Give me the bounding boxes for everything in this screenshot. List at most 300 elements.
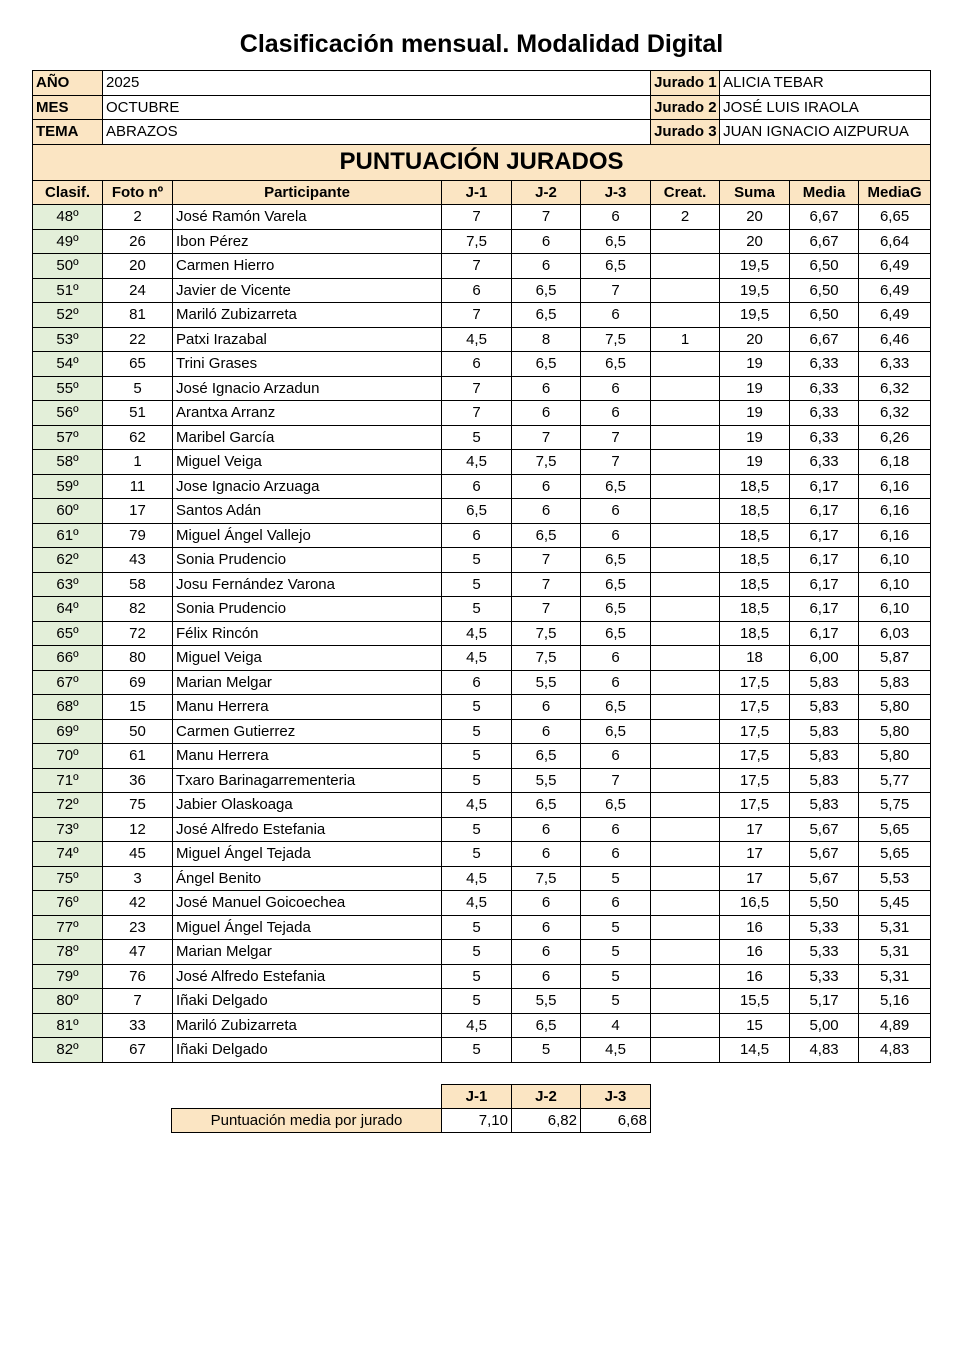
value-cell [651, 572, 720, 597]
value-cell [651, 254, 720, 279]
value-cell: 20 [720, 327, 790, 352]
value-cell: 5,80 [859, 695, 931, 720]
rank-cell: 48º [33, 205, 103, 230]
value-cell: 7 [442, 303, 512, 328]
value-cell: 20 [720, 229, 790, 254]
value-cell: 5,67 [790, 866, 859, 891]
value-cell: 4,5 [442, 1013, 512, 1038]
table-row [33, 499, 931, 524]
value-cell: 7 [442, 401, 512, 426]
value-cell: 5 [581, 915, 651, 940]
rank-cell: 77º [33, 915, 103, 940]
value-cell: 7 [581, 450, 651, 475]
column-header: J-2 [512, 180, 581, 205]
value-cell: 16 [720, 915, 790, 940]
info-row-ano [33, 71, 931, 96]
value-cell: 6,17 [790, 572, 859, 597]
value-cell [651, 940, 720, 965]
value-cell: 6,03 [859, 621, 931, 646]
value-cell: 6,64 [859, 229, 931, 254]
value-cell: 6,5 [581, 597, 651, 622]
value-cell: 5,67 [790, 817, 859, 842]
value-cell: 61 [103, 744, 173, 769]
value-cell: 18,5 [720, 523, 790, 548]
value-cell: 17,5 [720, 695, 790, 720]
table-row [33, 891, 931, 916]
value-cell: 7,5 [512, 621, 581, 646]
value-cell: 5,80 [859, 744, 931, 769]
value-cell: 6,33 [859, 352, 931, 377]
table-row [33, 695, 931, 720]
avg-value-j2: 6,82 [512, 1109, 581, 1133]
value-cell: 6,49 [859, 303, 931, 328]
value-cell: 6,17 [790, 499, 859, 524]
value-cell: 4,5 [442, 327, 512, 352]
rank-cell: 49º [33, 229, 103, 254]
value-cell: 6 [442, 278, 512, 303]
value-cell: 6,5 [581, 621, 651, 646]
table-row [33, 523, 931, 548]
value-cell: 5,5 [512, 670, 581, 695]
value-cell: 4,5 [442, 866, 512, 891]
value-cell: 6 [581, 842, 651, 867]
value-cell: 5,33 [790, 915, 859, 940]
value-cell: 5 [512, 1038, 581, 1063]
value-cell: 5,45 [859, 891, 931, 916]
value-cell: 6,16 [859, 523, 931, 548]
value-cell: 6 [442, 474, 512, 499]
value-cell [651, 376, 720, 401]
tema-value: ABRAZOS [103, 120, 651, 145]
table-row [33, 352, 931, 377]
score-table [32, 70, 931, 1063]
table-row [33, 989, 931, 1014]
table-row [33, 793, 931, 818]
rank-cell: 56º [33, 401, 103, 426]
value-cell: 5 [442, 817, 512, 842]
value-cell: 72 [103, 621, 173, 646]
value-cell: 33 [103, 1013, 173, 1038]
table-row [33, 964, 931, 989]
value-cell: 18,5 [720, 499, 790, 524]
value-cell: 5 [442, 989, 512, 1014]
value-cell: 6 [512, 842, 581, 867]
value-cell: 6,50 [790, 303, 859, 328]
value-cell: 6,65 [859, 205, 931, 230]
value-cell [651, 401, 720, 426]
value-cell: 6 [512, 229, 581, 254]
jurado1-value: ALICIA TEBAR [720, 71, 931, 96]
value-cell: 15 [720, 1013, 790, 1038]
table-row [33, 303, 931, 328]
value-cell: 36 [103, 768, 173, 793]
value-cell: 6,17 [790, 597, 859, 622]
value-cell: 76 [103, 964, 173, 989]
value-cell: 7 [512, 425, 581, 450]
rank-cell: 55º [33, 376, 103, 401]
column-header: Foto nº [103, 180, 173, 205]
value-cell: 6,50 [790, 278, 859, 303]
column-header: Creat. [651, 180, 720, 205]
value-cell: 7 [442, 254, 512, 279]
participant-cell: Miguel Ángel Tejada [173, 842, 442, 867]
mes-value: OCTUBRE [103, 95, 651, 120]
value-cell: 5,83 [790, 670, 859, 695]
value-cell: 7 [581, 768, 651, 793]
value-cell [651, 425, 720, 450]
value-cell: 7 [581, 278, 651, 303]
value-cell: 82 [103, 597, 173, 622]
value-cell: 4,5 [442, 793, 512, 818]
value-cell: 6,5 [512, 303, 581, 328]
value-cell: 6,5 [581, 793, 651, 818]
value-cell: 6,67 [790, 229, 859, 254]
value-cell: 17,5 [720, 768, 790, 793]
participant-cell: Carmen Gutierrez [173, 719, 442, 744]
value-cell: 20 [720, 205, 790, 230]
value-cell: 7,5 [512, 450, 581, 475]
table-row [33, 401, 931, 426]
value-cell: 6 [581, 817, 651, 842]
value-cell: 6 [581, 523, 651, 548]
value-cell: 6,33 [790, 425, 859, 450]
column-header: MediaG [859, 180, 931, 205]
value-cell: 5 [442, 744, 512, 769]
rank-cell: 80º [33, 989, 103, 1014]
value-cell [651, 793, 720, 818]
section-banner: PUNTUACIÓN JURADOS [33, 144, 931, 180]
participant-cell: Jose Ignacio Arzuaga [173, 474, 442, 499]
value-cell [651, 670, 720, 695]
rank-cell: 79º [33, 964, 103, 989]
avg-header-j1: J-1 [442, 1085, 512, 1109]
rank-cell: 64º [33, 597, 103, 622]
value-cell: 5,75 [859, 793, 931, 818]
value-cell: 18,5 [720, 474, 790, 499]
value-cell: 5 [581, 964, 651, 989]
value-cell: 6,10 [859, 572, 931, 597]
value-cell: 6 [512, 499, 581, 524]
participant-cell: Trini Grases [173, 352, 442, 377]
value-cell: 19,5 [720, 254, 790, 279]
value-cell: 4,5 [442, 621, 512, 646]
value-cell: 3 [103, 866, 173, 891]
value-cell: 19 [720, 450, 790, 475]
value-cell: 23 [103, 915, 173, 940]
value-cell: 6,26 [859, 425, 931, 450]
rank-cell: 70º [33, 744, 103, 769]
participant-cell: Marian Melgar [173, 940, 442, 965]
value-cell: 5,67 [790, 842, 859, 867]
value-cell: 19 [720, 425, 790, 450]
value-cell: 6,33 [790, 450, 859, 475]
value-cell: 4,89 [859, 1013, 931, 1038]
value-cell [651, 548, 720, 573]
value-cell: 75 [103, 793, 173, 818]
value-cell: 5,5 [512, 989, 581, 1014]
value-cell: 5 [581, 866, 651, 891]
value-cell: 6,5 [581, 719, 651, 744]
value-cell: 5,50 [790, 891, 859, 916]
value-cell: 6,17 [790, 621, 859, 646]
value-cell: 16 [720, 964, 790, 989]
value-cell [651, 964, 720, 989]
rank-cell: 65º [33, 621, 103, 646]
value-cell: 6 [512, 254, 581, 279]
value-cell: 4,5 [442, 891, 512, 916]
value-cell: 6,5 [581, 695, 651, 720]
value-cell [651, 1013, 720, 1038]
value-cell: 2 [103, 205, 173, 230]
rank-cell: 81º [33, 1013, 103, 1038]
value-cell: 5 [442, 597, 512, 622]
value-cell: 19,5 [720, 303, 790, 328]
value-cell: 5,83 [790, 744, 859, 769]
table-row [33, 229, 931, 254]
value-cell: 6 [581, 891, 651, 916]
rank-cell: 50º [33, 254, 103, 279]
value-cell: 6 [581, 401, 651, 426]
value-cell: 7,5 [512, 646, 581, 671]
value-cell: 5,00 [790, 1013, 859, 1038]
value-cell: 1 [103, 450, 173, 475]
value-cell: 81 [103, 303, 173, 328]
rank-cell: 60º [33, 499, 103, 524]
rank-cell: 72º [33, 793, 103, 818]
value-cell: 12 [103, 817, 173, 842]
value-cell: 17,5 [720, 719, 790, 744]
value-cell: 6,10 [859, 597, 931, 622]
value-cell: 5 [442, 915, 512, 940]
value-cell: 5,33 [790, 940, 859, 965]
table-row [33, 376, 931, 401]
table-row [33, 646, 931, 671]
table-row [33, 254, 931, 279]
value-cell: 6,5 [512, 523, 581, 548]
value-cell: 6,5 [581, 254, 651, 279]
value-cell: 79 [103, 523, 173, 548]
value-cell: 6,5 [512, 1013, 581, 1038]
rank-cell: 58º [33, 450, 103, 475]
avg-header-j3: J-3 [581, 1085, 651, 1109]
value-cell: 5 [103, 376, 173, 401]
value-cell: 51 [103, 401, 173, 426]
value-cell: 6,67 [790, 205, 859, 230]
participant-cell: Txaro Barinagarrementeria [173, 768, 442, 793]
value-cell [651, 989, 720, 1014]
value-cell [651, 523, 720, 548]
avg-spacer [172, 1085, 442, 1109]
value-cell: 6,5 [581, 548, 651, 573]
rank-cell: 51º [33, 278, 103, 303]
jurado2-value: JOSÉ LUIS IRAOLA [720, 95, 931, 120]
table-row [33, 719, 931, 744]
info-row-tema [33, 120, 931, 145]
table-row [33, 915, 931, 940]
value-cell: 6,16 [859, 474, 931, 499]
value-cell: 6,10 [859, 548, 931, 573]
rank-cell: 75º [33, 866, 103, 891]
column-header: Suma [720, 180, 790, 205]
participant-cell: José Manuel Goicoechea [173, 891, 442, 916]
value-cell: 18,5 [720, 572, 790, 597]
value-cell: 6 [442, 352, 512, 377]
participant-cell: José Alfredo Estefania [173, 964, 442, 989]
value-cell: 5,17 [790, 989, 859, 1014]
participant-cell: Javier de Vicente [173, 278, 442, 303]
value-cell: 6,49 [859, 254, 931, 279]
rank-cell: 76º [33, 891, 103, 916]
value-cell: 6,17 [790, 474, 859, 499]
value-cell [651, 450, 720, 475]
value-cell: 6,5 [581, 352, 651, 377]
table-row [33, 1013, 931, 1038]
participant-cell: José Ramón Varela [173, 205, 442, 230]
value-cell: 4,83 [790, 1038, 859, 1063]
value-cell: 6,5 [581, 474, 651, 499]
value-cell: 6,33 [790, 401, 859, 426]
value-cell [651, 1038, 720, 1063]
value-cell: 6,5 [512, 278, 581, 303]
value-cell: 4,5 [442, 646, 512, 671]
value-cell: 6,32 [859, 376, 931, 401]
value-cell [651, 646, 720, 671]
table-row [33, 744, 931, 769]
value-cell: 8 [512, 327, 581, 352]
value-cell [651, 719, 720, 744]
value-cell: 18,5 [720, 597, 790, 622]
value-cell: 5 [442, 1038, 512, 1063]
table-row [33, 940, 931, 965]
rank-cell: 71º [33, 768, 103, 793]
value-cell: 45 [103, 842, 173, 867]
value-cell [651, 499, 720, 524]
participant-cell: Mariló Zubizarreta [173, 303, 442, 328]
value-cell: 19 [720, 401, 790, 426]
rank-cell: 62º [33, 548, 103, 573]
participant-cell: Ángel Benito [173, 866, 442, 891]
participant-cell: Mariló Zubizarreta [173, 1013, 442, 1038]
value-cell: 6,00 [790, 646, 859, 671]
column-header: Clasif. [33, 180, 103, 205]
participant-cell: José Alfredo Estefania [173, 817, 442, 842]
participant-cell: Iñaki Delgado [173, 989, 442, 1014]
value-cell: 5 [442, 695, 512, 720]
table-row [33, 205, 931, 230]
value-cell: 18,5 [720, 621, 790, 646]
value-cell: 5,83 [859, 670, 931, 695]
participant-cell: Miguel Veiga [173, 450, 442, 475]
value-cell: 6 [442, 670, 512, 695]
value-cell: 6,18 [859, 450, 931, 475]
value-cell: 6 [512, 817, 581, 842]
table-row [33, 597, 931, 622]
value-cell: 6,32 [859, 401, 931, 426]
rank-cell: 63º [33, 572, 103, 597]
table-row [33, 450, 931, 475]
page-title: Clasificación mensual. Modalidad Digital [239, 30, 724, 58]
value-cell: 5,31 [859, 915, 931, 940]
participant-cell: Manu Herrera [173, 744, 442, 769]
value-cell: 7 [103, 989, 173, 1014]
value-cell: 5,53 [859, 866, 931, 891]
value-cell: 6,17 [790, 523, 859, 548]
value-cell: 65 [103, 352, 173, 377]
value-cell: 17 [720, 866, 790, 891]
value-cell: 19,5 [720, 278, 790, 303]
participant-cell: Sonia Prudencio [173, 548, 442, 573]
value-cell [651, 474, 720, 499]
value-cell: 6 [512, 891, 581, 916]
value-cell: 5,83 [790, 695, 859, 720]
value-cell: 5 [442, 768, 512, 793]
rank-cell: 66º [33, 646, 103, 671]
value-cell: 6 [581, 744, 651, 769]
value-cell: 16 [720, 940, 790, 965]
value-cell: 6,33 [790, 376, 859, 401]
mes-label: MES [33, 95, 103, 120]
value-cell: 5,77 [859, 768, 931, 793]
jury-average-table [171, 1084, 651, 1133]
participant-cell: Marian Melgar [173, 670, 442, 695]
value-cell [651, 891, 720, 916]
jurado1-label: Jurado 1 [651, 71, 720, 96]
table-row [33, 670, 931, 695]
value-cell: 19 [720, 376, 790, 401]
value-cell: 5,87 [859, 646, 931, 671]
value-cell: 5 [442, 548, 512, 573]
table-row [33, 572, 931, 597]
participant-cell: Sonia Prudencio [173, 597, 442, 622]
avg-value-j3: 6,68 [581, 1109, 651, 1133]
value-cell: 5 [442, 425, 512, 450]
value-cell: 6 [581, 499, 651, 524]
value-cell: 4,83 [859, 1038, 931, 1063]
value-cell: 5 [581, 989, 651, 1014]
column-header: J-1 [442, 180, 512, 205]
rank-cell: 59º [33, 474, 103, 499]
value-cell: 5 [442, 572, 512, 597]
rank-cell: 67º [33, 670, 103, 695]
value-cell: 22 [103, 327, 173, 352]
value-cell: 6 [581, 670, 651, 695]
jurado3-value: JUAN IGNACIO AIZPURUA [720, 120, 931, 145]
table-row [33, 278, 931, 303]
value-cell: 17 [720, 817, 790, 842]
value-cell: 5,31 [859, 940, 931, 965]
value-cell: 7 [581, 425, 651, 450]
value-cell [651, 695, 720, 720]
table-row [33, 866, 931, 891]
rank-cell: 68º [33, 695, 103, 720]
participant-cell: Carmen Hierro [173, 254, 442, 279]
value-cell: 7 [512, 205, 581, 230]
value-cell: 6 [512, 474, 581, 499]
rank-cell: 82º [33, 1038, 103, 1063]
value-cell: 7 [512, 548, 581, 573]
participant-cell: Jabier Olaskoaga [173, 793, 442, 818]
rank-cell: 53º [33, 327, 103, 352]
column-header: Participante [173, 180, 442, 205]
table-row [33, 474, 931, 499]
info-row-mes [33, 95, 931, 120]
column-header: J-3 [581, 180, 651, 205]
value-cell: 6,33 [790, 352, 859, 377]
value-cell: 14,5 [720, 1038, 790, 1063]
jurado3-label: Jurado 3 [651, 120, 720, 145]
value-cell: 4 [581, 1013, 651, 1038]
participant-cell: Manu Herrera [173, 695, 442, 720]
